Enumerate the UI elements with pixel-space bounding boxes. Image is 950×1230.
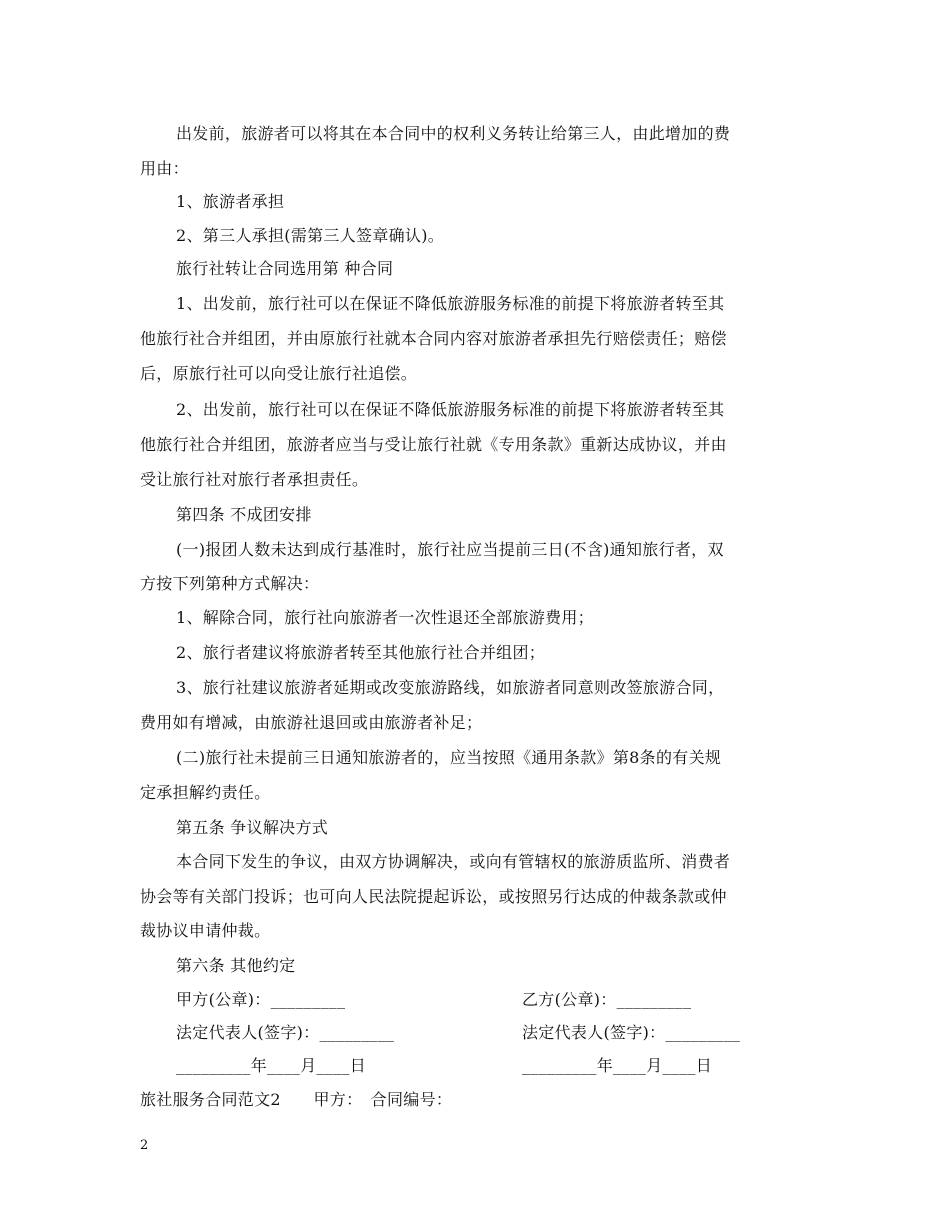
section-heading: 第六条 其他约定 [176, 956, 296, 975]
paragraph-line: (一)报团人数未达到成行基准时，旅行社应当提前三日(不含)通知旅行者，双 [176, 540, 724, 559]
party-b-date-field: _________年____月____日 [522, 1056, 712, 1075]
paragraph-line: 协会等有关部门投诉；也可向人民法院提起诉讼，或按照另行达成的仲裁条款或仲 [140, 887, 727, 906]
party-a-representative-field: 法定代表人(签字)：_________ [176, 1023, 395, 1042]
list-item: 1、解除合同，旅行社向旅游者一次性退还全部旅游费用； [176, 608, 594, 627]
paragraph-line: 出发前，旅游者可以将其在本合同中的权利义务转让给第三人，由此增加的费 [176, 124, 731, 143]
paragraph-line: 旅行社转让合同选用第 种合同 [176, 259, 394, 278]
party-b-representative-field: 法定代表人(签字)：_________ [522, 1023, 741, 1042]
paragraph-line: 2、出发前，旅行社可以在保证不降低旅游服务标准的前提下将旅游者转至其 [176, 400, 725, 419]
section-heading: 第四条 不成团安排 [176, 505, 312, 524]
paragraph-line: 费用如有增减，由旅游社退回或由旅游者补足； [140, 713, 483, 732]
list-item: 1、旅游者承担 [176, 192, 285, 211]
paragraph-line: 方按下列第种方式解决： [140, 574, 320, 593]
section-heading: 第五条 争议解决方式 [176, 818, 329, 837]
party-b-seal-field: 乙方(公章)：_________ [522, 990, 692, 1009]
party-a-date-field: _________年____月____日 [176, 1056, 366, 1075]
paragraph-line: 他旅行社合并组团，并由原旅行社就本合同内容对旅游者承担先行赔偿责任；赔偿 [140, 329, 727, 348]
list-item: 2、第三人承担(需第三人签章确认)。 [176, 226, 445, 245]
page-number: 2 [140, 1138, 149, 1153]
paragraph-line: 裁协议申请仲裁。 [140, 921, 271, 940]
list-item: 2、旅行者建议将旅游者转至其他旅行社合并组团； [176, 643, 546, 662]
paragraph-line: 他旅行社合并组团，旅游者应当与受让旅行社就《专用条款》重新达成协议，并由 [140, 435, 727, 454]
list-item: 3、旅行社建议旅游者延期或改变旅游路线，如旅游者同意则改签旅游合同， [176, 678, 725, 697]
paragraph-line: 用由： [140, 159, 189, 178]
paragraph-line: 定承担解约责任。 [140, 783, 271, 802]
paragraph-line: (二)旅行社未提前三日通知旅游者的，应当按照《通用条款》第8条的有关规 [176, 748, 722, 767]
next-document-heading: 旅社服务合同范文2 甲方： 合同编号： [140, 1090, 453, 1109]
paragraph-line: 本合同下发生的争议，由双方协调解决，或向有管辖权的旅游质监所、消费者 [176, 852, 731, 871]
paragraph-line: 1、出发前，旅行社可以在保证不降低旅游服务标准的前提下将旅游者转至其 [176, 294, 725, 313]
party-a-seal-field: 甲方(公章)：_________ [176, 990, 346, 1009]
paragraph-line: 后，原旅行社可以向受让旅行社追偿。 [140, 364, 418, 383]
paragraph-line: 受让旅行社对旅行者承担责任。 [140, 470, 369, 489]
